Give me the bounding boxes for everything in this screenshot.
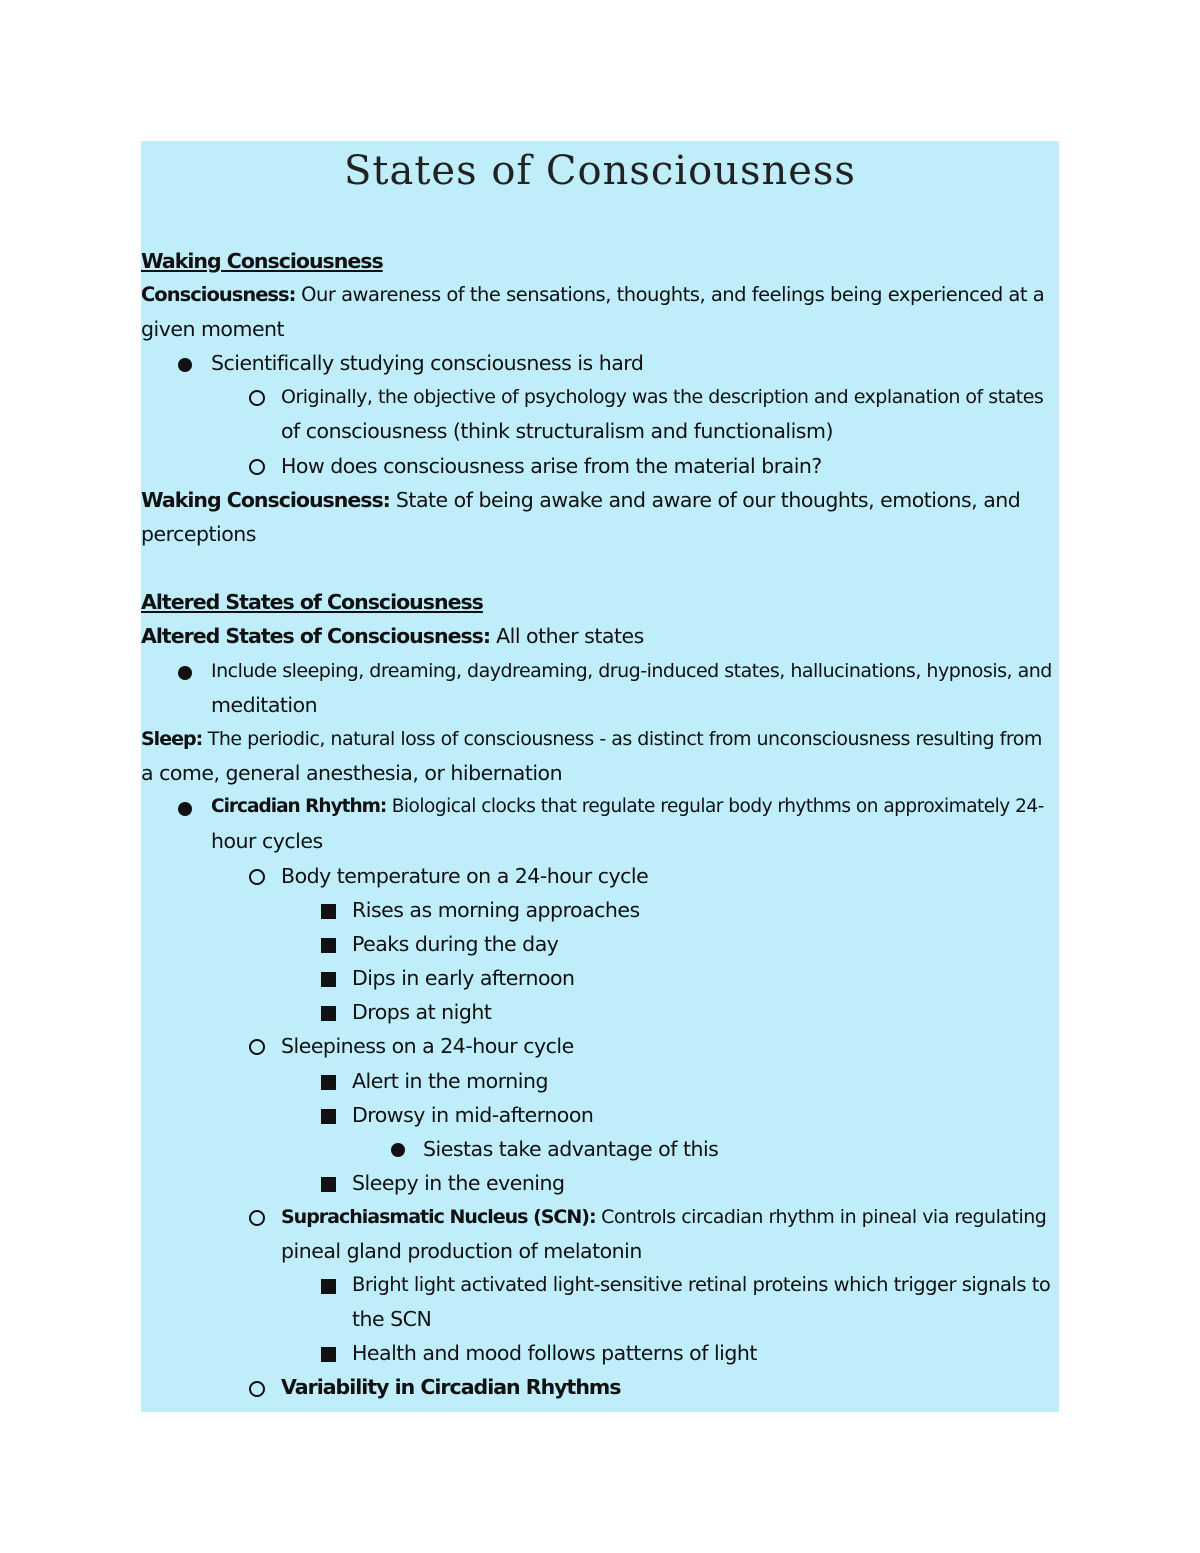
bullet-square-icon bbox=[321, 1177, 336, 1192]
definition-text: Biological clocks that regulate regular body rhythms on approximately 24- bbox=[386, 796, 1044, 817]
list-item: Rises as morning approaches bbox=[352, 898, 640, 922]
definition-continuation: given moment bbox=[141, 317, 285, 341]
list-item: Sleepiness on a 24-hour cycle bbox=[281, 1034, 574, 1058]
definition-continuation: a come, general anesthesia, or hibernation bbox=[141, 761, 563, 785]
term-consciousness: Consciousness: bbox=[141, 283, 296, 306]
list-item: Body temperature on a 24-hour cycle bbox=[281, 864, 649, 888]
list-item: How does consciousness arise from the material brain? bbox=[281, 454, 822, 478]
list-item: Peaks during the day bbox=[352, 932, 559, 956]
list-item-continuation: pineal gland production of melatonin bbox=[281, 1239, 642, 1263]
list-item: Originally, the objective of psychology was the description and explanation of states bbox=[281, 386, 1044, 408]
bullet-square-icon bbox=[321, 1006, 336, 1021]
bullet-square-icon bbox=[321, 1109, 336, 1124]
circadian-definition bbox=[211, 790, 1044, 824]
term-waking-consciousness: Waking Consciousness: bbox=[141, 488, 390, 512]
scn-definition bbox=[281, 1200, 1046, 1234]
term-sleep: Sleep: bbox=[141, 728, 203, 750]
list-item: Bright light activated light-sensitive retinal proteins which trigger signals to bbox=[352, 1273, 1051, 1296]
definition-text: All other states bbox=[490, 624, 644, 648]
definition-text: The periodic, natural loss of consciousness - as distinct from unconsciousness resulting from bbox=[202, 728, 1042, 750]
definition-text: Controls circadian rhythm in pineal via regulating bbox=[595, 1206, 1047, 1228]
list-item: Drops at night bbox=[352, 1000, 492, 1024]
bullet-circle-icon bbox=[249, 1381, 265, 1397]
list-item-continuation: meditation bbox=[211, 693, 318, 717]
list-item: Dips in early afternoon bbox=[352, 966, 575, 990]
bullet-disc-icon bbox=[178, 666, 192, 680]
list-item: Siestas take advantage of this bbox=[423, 1137, 719, 1161]
bullet-circle-icon bbox=[249, 1039, 265, 1055]
bullet-disc-icon bbox=[178, 358, 192, 372]
bullet-square-icon bbox=[321, 1279, 336, 1294]
definition-text: Our awareness of the sensations, thoughts, and feelings being experienced at a bbox=[295, 283, 1045, 306]
bullet-circle-icon bbox=[249, 1210, 265, 1226]
bullet-square-icon bbox=[321, 904, 336, 919]
definition-text: State of being awake and aware of our thoughts, emotions, and bbox=[389, 488, 1021, 512]
definition-continuation: perceptions bbox=[141, 522, 256, 546]
document-title: States of Consciousness bbox=[344, 148, 856, 194]
term-circadian-rhythm: Circadian Rhythm: bbox=[211, 796, 387, 817]
section-heading-altered: Altered States of Consciousness bbox=[141, 590, 483, 614]
consciousness-definition bbox=[141, 278, 1044, 312]
sleep-definition bbox=[141, 722, 1042, 756]
list-item-variability: Variability in Circadian Rhythms bbox=[281, 1375, 621, 1399]
waking-definition bbox=[141, 483, 1020, 517]
term-scn: Suprachiasmatic Nucleus (SCN): bbox=[281, 1206, 596, 1228]
bullet-disc-icon bbox=[178, 802, 192, 816]
bullet-square-icon bbox=[321, 972, 336, 987]
list-item-continuation: of consciousness (think structuralism and functionalism) bbox=[281, 419, 833, 443]
bullet-square-icon bbox=[321, 1347, 336, 1362]
bullet-square-icon bbox=[321, 1075, 336, 1090]
section-heading-waking: Waking Consciousness bbox=[141, 249, 383, 273]
bullet-square-icon bbox=[321, 938, 336, 953]
list-item: Alert in the morning bbox=[352, 1069, 548, 1093]
altered-definition bbox=[141, 619, 644, 653]
bullet-circle-icon bbox=[249, 869, 265, 885]
bullet-disc-icon bbox=[391, 1143, 405, 1157]
list-item: Sleepy in the evening bbox=[352, 1171, 565, 1195]
list-item-continuation: the SCN bbox=[352, 1307, 432, 1331]
list-item-continuation: hour cycles bbox=[211, 829, 323, 853]
list-item: Scientifically studying consciousness is hard bbox=[211, 351, 644, 375]
list-item: Health and mood follows patterns of light bbox=[352, 1341, 757, 1365]
bullet-circle-icon bbox=[249, 390, 265, 406]
term-altered-states: Altered States of Consciousness: bbox=[141, 624, 491, 648]
list-item: Drowsy in mid-afternoon bbox=[352, 1103, 594, 1127]
bullet-circle-icon bbox=[249, 459, 265, 475]
list-item: Include sleeping, dreaming, daydreaming, drug-induced states, hallucinations, hypnosis, and bbox=[211, 660, 1052, 682]
